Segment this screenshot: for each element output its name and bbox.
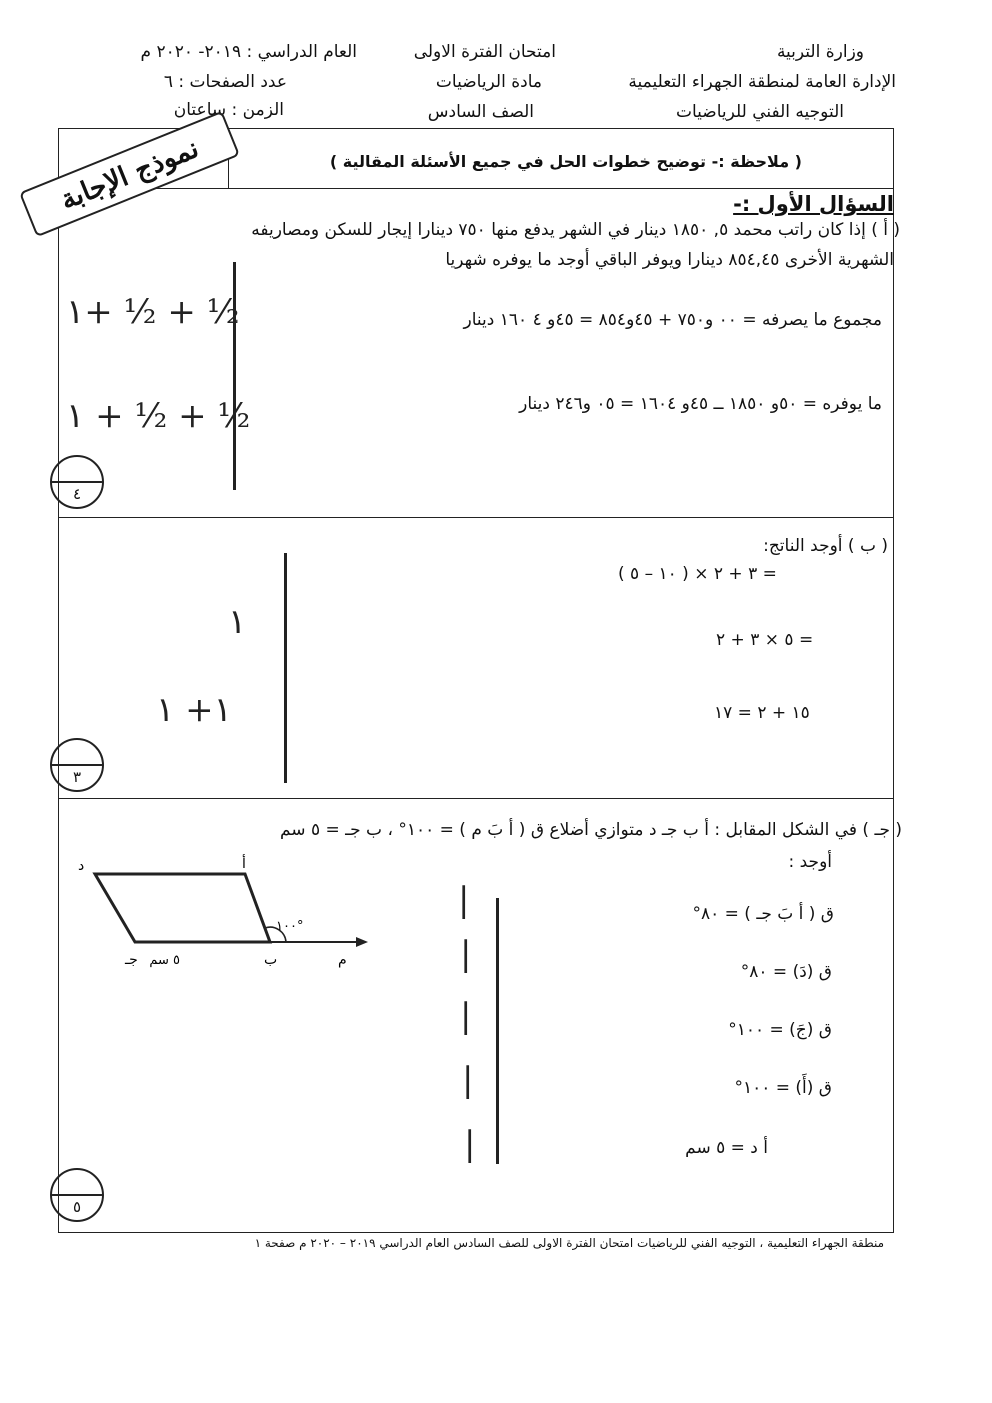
divider-note [58, 188, 894, 189]
vertex-b: ب [264, 952, 278, 968]
part-c-line1: ( جـ ) في الشكل المقابل : أ ب جـ د متوازي أضلاع ق ( أ بَ م ) = ١٠٠° ، ب جـ = ٥ سم [279, 820, 902, 840]
part-a-mark1: ١+ ½ + ½ [66, 292, 240, 332]
part-b-score-circle [50, 738, 104, 792]
vertex-c: جـ [125, 952, 138, 968]
part-c-answer-3: ق (جَ) = ١٠٠° [728, 1020, 832, 1040]
part-a-answer2: ما يوفره = ٥٠و ١٨٥٠ ــ ٤٥و ١٦٠٤ = ٠٥ و٢٤٦ دينار [519, 394, 882, 414]
part-b-score: ٣ [72, 768, 82, 786]
part-c-score: ٥ [72, 1198, 82, 1216]
divider-section-a [58, 517, 894, 518]
part-c-tick-3: | [460, 996, 472, 1036]
part-a-mark2: ١ + ½ + ½ [66, 396, 251, 436]
arrow-head [356, 937, 368, 947]
part-c-answer-4: ق (أَ) = ١٠٠° [734, 1078, 832, 1098]
question-1-title: السؤال الأول :- [733, 192, 894, 216]
ministry: وزارة التربية [776, 42, 864, 62]
vertex-a: أ [242, 856, 246, 872]
directorate: الإدارة العامة لمنطقة الجهراء التعليمية [628, 72, 896, 92]
part-c-line2: أوجد : [788, 852, 832, 872]
vertex-d: د [78, 858, 85, 874]
part-c-answer-2: ق (دَ) = ٨٠° [740, 962, 832, 982]
page-count: عدد الصفحات : ٦ [163, 72, 287, 92]
stamp-text: نموذج الإجابة [56, 132, 203, 216]
page-footer: منطقة الجهراء التعليمية ، التوجيه الفني للرياضيات امتحان الفترة الاولى للصف السادس العام الدراسي ٢٠١٩ – ٢٠٢٠ م صفحة ١ [254, 1236, 884, 1250]
score-divider [52, 764, 102, 766]
general-note: ( ملاحظة :- توضيح خطوات الحل في جميع الأسئلة المقالية ) [329, 152, 802, 171]
side-length-label: ٥ سم [149, 953, 180, 968]
subject: مادة الرياضيات [435, 72, 542, 92]
part-b-margin-line [284, 553, 287, 783]
supervision: التوجيه الفني للرياضيات [675, 102, 844, 122]
school-year: العام الدراسي : ٢٠١٩- ٢٠٢٠ م [140, 42, 357, 62]
part-b-mark2: ١+ ١ [156, 690, 232, 730]
divider-section-b [58, 798, 894, 799]
angle-label: ١٠٠° [276, 919, 304, 934]
parallelogram-figure [70, 852, 390, 977]
part-a-line1: ( أ ) إذا كان راتب محمد ٥, ١٨٥٠ دينار في الشهر يدفع منها ٧٥٠ دينارا إيجار للسكن ومصاريفه [251, 220, 900, 240]
exam-title: امتحان الفترة الاولى [413, 42, 556, 62]
part-c-score-circle [50, 1168, 104, 1222]
part-c-answer-1: ق ( أ بَ جـ ) = ٨٠° [692, 904, 834, 924]
parallelogram-shape [95, 874, 270, 942]
part-c-margin-line [496, 898, 499, 1164]
part-b-step1: ( ١٠ – ٥ ) × ٣ + ٢ = [618, 564, 777, 584]
point-m: م [338, 952, 347, 968]
exam-duration: الزمن : ساعتان [173, 100, 284, 120]
part-b-step2: ٥ × ٣ + ٢ = [716, 630, 814, 650]
part-a-score: ٤ [72, 485, 82, 503]
part-c-tick-2: | [460, 934, 472, 974]
part-b-step3: ١٥ + ٢ = ١٧ [714, 703, 810, 723]
part-a-score-circle [50, 455, 104, 509]
part-a-answer1: مجموع ما يصرفه = ٠٠ و٧٥٠ + ٤٥و٨٥٤ = ٤٥و ٤ ١٦٠ دينار [463, 310, 882, 330]
score-divider [52, 1194, 102, 1196]
part-a-line2: الشهرية الأخرى ٨٥٤,٤٥ دينارا ويوفر الباقي أوجد ما يوفره شهريا [445, 250, 894, 270]
score-divider [52, 481, 102, 483]
part-c-tick-5: | [464, 1124, 476, 1164]
part-b-title: ( ب ) أوجد الناتج: [763, 536, 888, 556]
part-c-tick-1: | [458, 880, 470, 920]
part-c-answer-5: أ د = ٥ سم [685, 1138, 768, 1158]
part-b-mark1: ١ [228, 602, 247, 642]
grade: الصف السادس [427, 102, 534, 122]
part-c-tick-4: | [462, 1060, 474, 1100]
